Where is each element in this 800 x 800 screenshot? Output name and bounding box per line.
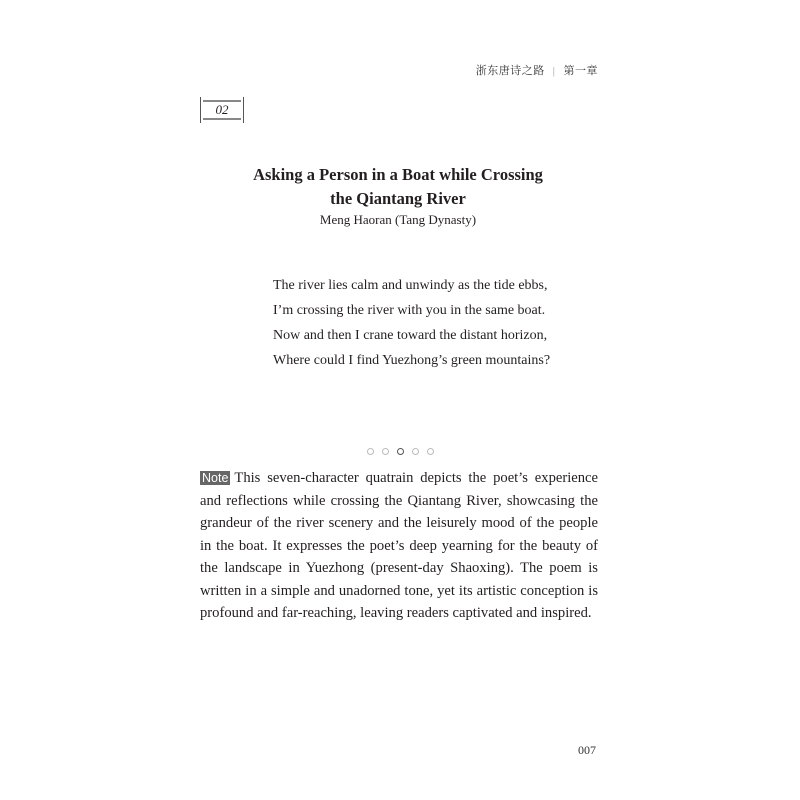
note-text: This seven-character quatrain depicts the poet’s experience and reflections while crossing the Qiantang River, showcasing the grandeur of the river scenery and the leisurely mood of the people in the boat. It expresses the poet’s deep yearning for the beauty of the landscape in Yuezhong (present-day Shaoxing). The poem is written in a simple and unadorned tone, yet its artistic conception is profound and far-reaching, leaving readers captivated and inspired.	[200, 470, 598, 621]
book-title: 浙东唐诗之路	[475, 65, 545, 77]
chapter-label: 第一章	[563, 65, 598, 77]
poem-number: 02	[215, 102, 229, 117]
poem-author: Meng Haoran (Tang Dynasty)	[319, 212, 477, 227]
running-head	[476, 62, 598, 78]
separator: |	[552, 65, 556, 77]
title-line: the Qiantang River	[330, 189, 466, 208]
poem-line: Where could I find Yuezhong’s green mountains?	[273, 353, 551, 368]
divider-dot-active	[397, 448, 404, 455]
divider-dot	[367, 448, 374, 455]
divider-dot	[427, 448, 434, 455]
poem-line: Now and then I crane toward the distant horizon,	[273, 328, 548, 343]
ornament-divider	[367, 448, 434, 455]
note-tag: Note	[202, 471, 229, 485]
page-number: 007	[578, 743, 596, 757]
title-line: Asking a Person in a Boat while Crossing	[253, 165, 543, 184]
poem-line: I’m crossing the river with you in the same boat.	[273, 303, 546, 318]
divider-dot	[412, 448, 419, 455]
poem-body	[273, 273, 550, 373]
poem-number-box	[200, 97, 244, 123]
poem-title	[200, 163, 596, 211]
divider-dot	[382, 448, 389, 455]
note-paragraph	[200, 467, 598, 625]
poem-line: The river lies calm and unwindy as the tide ebbs,	[273, 278, 548, 293]
